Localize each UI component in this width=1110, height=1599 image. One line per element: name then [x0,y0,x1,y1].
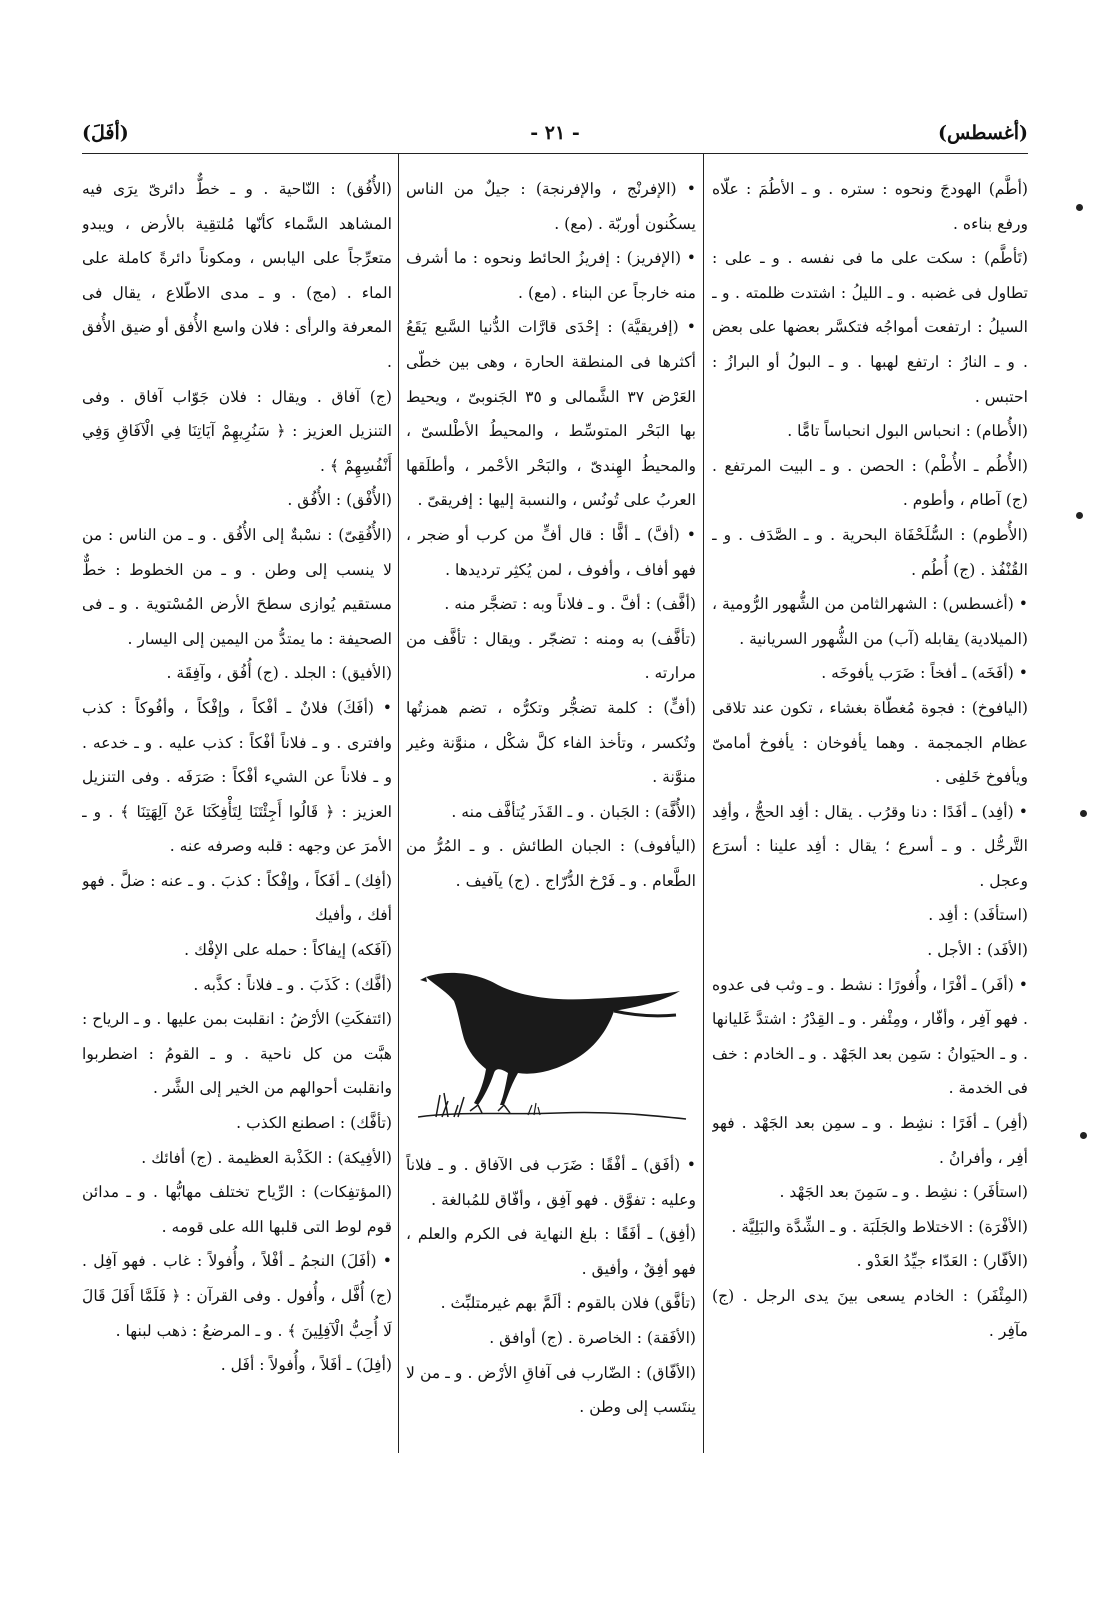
entry: • (الإفريز) : إفريزُ الحائط ونحوه : ما أشرف منه خارجاً عن البناء . (مع) . [406,249,696,302]
entry: (تَأطَّم) : سكت على ما فى نفسه . و ـ على : تطاول فى غضبه . و ـ الليلُ : اشتدت ظلمته . و ـ السيلُ : ارتفعت أمواجُه فتكسَّر بعضها على بعض . و ـ النارُ : ارتفع لهبها . و ـ البولُ أو البرازُ : احتبس . [712,249,1028,406]
entry: • (أفَخَه) ـ أفخاً : ضَرَب يأفوخَه . [821,664,1028,683]
entry: • (إفريقيَّة) : إحْدَى قارَّات الدُّنيا السَّبع يَقَعُ أكثرها فى المنطقة الحارة ، وهى بين خطّى العَرْض ٣٧ الشَّمالى و ٣٥ الجَنوبىّ ، ويحيط بها البَحْر المتوسِّط ، والمحيطُ الأطْلسىّ ، والمحيطُ الهِندىّ ، والبَحْر الأحْمر ، وأطلَقها العربُ على تُونُس ، والنسبة إليها : إفريقىّ . [406,318,696,510]
column-left [82,172,392,1452]
bird-illustration [418,955,688,1127]
entry: (الأفْرَة) : الاختلاط والجَلَبَة . و ـ الشِّدَّة والبَلِيَّة . [731,1217,1028,1236]
entry: (المِئْفَر) : الخادم يسعى بينَ يدى الرجل . (ج) مآفِر . [712,1287,1028,1340]
margin-mark [1076,204,1083,211]
entry: • (أفَكَ) فلانٌ ـ أفْكاً ، وإفْكاً ، وأفُوكاً : كذب وافترى . و ـ فلاناً أفْكاً : كذب عليه . و ـ خدعه . و ـ فلاناً عن الشيء أفْكاً : صَرَفَه . وفى التنزيل العزيز : ﴿ قَالُوا أَجِئْتَنَا لِتَأْفِكَنَا عَنْ آلِهَتِنَا ﴾ . و ـ الأمرَ عن وجهه : قلبه وصرفه عنه . [82,698,392,856]
left-guide-word: (أفَلَ) [82,122,129,144]
column-divider-left [398,153,399,1453]
entry: (أفِق) ـ أفَقًا : بلغ النهاية فى الكرم والعلم ، فهو أفِقٌ ، وأفيق . [406,1225,696,1278]
entry: (الأُطُم ـ الأُطْم) : الحصن . و ـ البيت المرتفع . (ج) آطام ، وأطوم . [712,456,1028,510]
entry: (المؤتفِكات) : الرِّياح تختلف مهابُّها . و ـ مدائن قوم لوط التى قلبها الله على قومه . [82,1183,392,1236]
entry: (الأفَد) : الأجل . [927,941,1028,960]
entry: (الأُفْق) : الأُفُق . [287,491,392,510]
entry: • (أفِد) ـ أفَدًا : دنا وقرُب . يقال : أفِد الحجُّ ، وأفِد التَّرحُّل . و ـ أسرع ؛ يقال : أفِد علينا : أسرَع وعجل . [712,802,1028,890]
entry: (اليأفوف) : الجبان الطائش . و ـ المُرُّ من الطَّعام . و ـ فَرْخ الدُّرّاج . (ج) يآفيف . [406,837,696,890]
entry: (الأفّاق) : الضّارب فى آفاقِ الأرْض . و ـ من لا ينتَسب إلى وطن . [406,1363,696,1417]
entry: (أفَّف) : أفَّ . و ـ فلاناً وبه : تضجَّر منه . [444,595,696,614]
entry: (أفَّك) : كَذَبَ . و ـ فلاناً : كذَّبه . [193,975,392,994]
entry: (الأُطوم) : السُّلَحْفَاة البحرية . و ـ الصَّدَف . و ـ القُنْفُذ . (ج) أُطُم . [712,525,1028,579]
entry: (الأفّار) : العَدّاء جيِّدُ العَدْو . [856,1252,1028,1271]
entry: (الأُفَّة) : الجَبان . و ـ القَذَر يُتأفَّف منه . [451,802,696,821]
entry: (اليافوخ) : فجوة مُغطّاة بغشاء ، تكون عند تلاقى عظام الجمجمة . وهما يأفوخان : يأفوخ أمامىّ ويأفوخ خَلفِى . [712,698,1028,787]
margin-mark [1080,810,1087,817]
entry: (تأفَّك) : اصطنع الكذب . [236,1114,392,1133]
entry: (تأفَّف) به ومنه : تضجّر . ويقال : تأفَّف من مرارته . [406,629,696,683]
entry: (الأفَقة) : الخاصرة . (ج) أوافق . [489,1328,696,1347]
entry: (أفِك) ـ أفَكاً ، وإفْكاً : كذبَ . و ـ عنه : ضلَّ . فهو أفك ، وأفيك [82,871,392,925]
entry: • (أفَر) ـ أفْرًا ، وأُفورًا : نشط . و ـ وثب فى عدوه . فهو آفِر ، وأفّار ، ومِئْفر . و ـ القِدْرُ : اشتدَّ غَليانها . و ـ الحيَوانُ : سَمِن بعد الجَهْد . و ـ الخادم : خف فى الخدمة . [712,975,1028,1098]
column-right [712,172,1028,1452]
entry: (أطَّم) الهودجَ ونحوه : ستره . و ـ الأطُمَ : علّاه ورفع بناءه . [712,180,1028,233]
entry: (الأفِيكة) : الكَذْبة العظيمة . (ج) أفائك . [141,1148,392,1167]
entry: • (أفَّ) ـ أفًّا : قال أفٍّ من كرب أو ضجر ، فهو أفاف ، وأفوف ، لمن يُكثِر ترديدها . [406,525,696,579]
column-middle-bottom [406,1148,696,1448]
entry: (آفَكه) إيفاكاً : حمله على الإفْك . [184,941,392,960]
entry: • (أفَق) ـ أفْقًا : ضَرَب فى الآفاق . و ـ فلاناً وعليه : تفوَّق . فهو آفِق ، وأفّاق للمُبالغة . [406,1156,696,1209]
margin-mark [1076,512,1083,519]
entry: (الأُفُق) : النّاحية . و ـ خطٌّ دائرىّ يرَى فيه المشاهد السَّماء كأنّها مُلتقِية بالأرض ، ويبدو متعرِّجاً على اليابس ، ومكوناً دائرةً كاملة على الماء . (مج) . و ـ مدى الاطّلاع ، يقال فى المعرفة والرأى : فلان واسع الأُفق أو ضيق الأُفق . [82,180,392,371]
entry: (الأفيق) : الجلد . (ج) أُفُق ، وآفِقَة . [166,664,392,683]
entry: (أفِلَ) ـ أفَلاً ، وأُفولاً : أفَل . [220,1356,392,1375]
entry: (تأفَّق) فلان بالقوم : ألَمَّ بهم غيرمتلبِّث . [440,1294,696,1313]
column-divider-right [703,153,704,1453]
entry: • (أفَلَ) النجمُ ـ أفْلاً ، وأُفولاً : غاب . فهو آفِل . (ج) أُفَّل ، وأُفول . وفى القرآن : ﴿ فَلَمَّا أَفَلَ قَالَ لَا أُحِبُّ الْآفِلِينَ ﴾ . و ـ المرضعُ : ذهب لبنها . [82,1252,392,1340]
right-guide-word: (أغسطس) [938,122,1028,144]
entry: (استأفَر) : نشِط . و ـ سَمِنَ بعد الجَهْد . [779,1183,1028,1202]
entry: (الأُفُقِىّ) : نسْبةٌ إلى الأُفُق . و ـ من الناس : من لا ينسب إلى وطن . و ـ من الخطوط : خطٌّ مستقيم يُوازى سطحَ الأرض المُسْتوية . و ـ فى الصحيفة : ما يمتدُّ من اليمين إلى اليسار . [82,525,392,648]
header-rule [82,153,1028,154]
entry: • (الإفرنْج ، والإفرنجة) : جيلٌ من الناس يسكُنون أوربّة . (مع) . [406,180,696,233]
entry: (ائتفكَتِ) الأرْضُ : انقلبت بمن عليها . و ـ الرياح : هبَّت من كل ناحية . و ـ القومُ : اضطربوا وانقلبت أحوالهم من الخير إلى الشَّر . [82,1010,392,1098]
margin-mark [1080,1132,1087,1139]
entry: (أفٍّ) : كلمة تضجُّر وتكرُّه ، تضم همزتُها وتُكسر ، وتأخذ الفاء كلَّ شكْل ، منوَّنة وغير منوَّنة . [406,698,696,787]
entry: (استأفَد) : أفِد . [928,906,1028,925]
entry: (الأُطام) : انحباس البول انحباساً تامًّا . [787,422,1028,441]
entry: (ج) آفاق . ويقال : فلان جَوّاب آفاق . وفى التنزيل العزيز : ﴿ سَنُرِيهِمْ آيَاتِنَا فِي الْآفَاقِ وَفِي أَنْفُسِهِمْ ﴾ . [82,387,392,475]
page-number: - ٢١ - [530,122,580,144]
entry: (أفِر) ـ أفَرًا : نشِط . و ـ سمِن بعد الجَهْد . فهو أفِر ، وأفرانُ . [712,1114,1028,1167]
column-middle-top [406,172,696,950]
page-header [82,112,1028,152]
entry: • (أغسطس) : الشهرالثامن من الشُّهور الرُّومية ، (الميلادية) يقابله (آب) من الشُّهور السريانية . [712,595,1028,648]
